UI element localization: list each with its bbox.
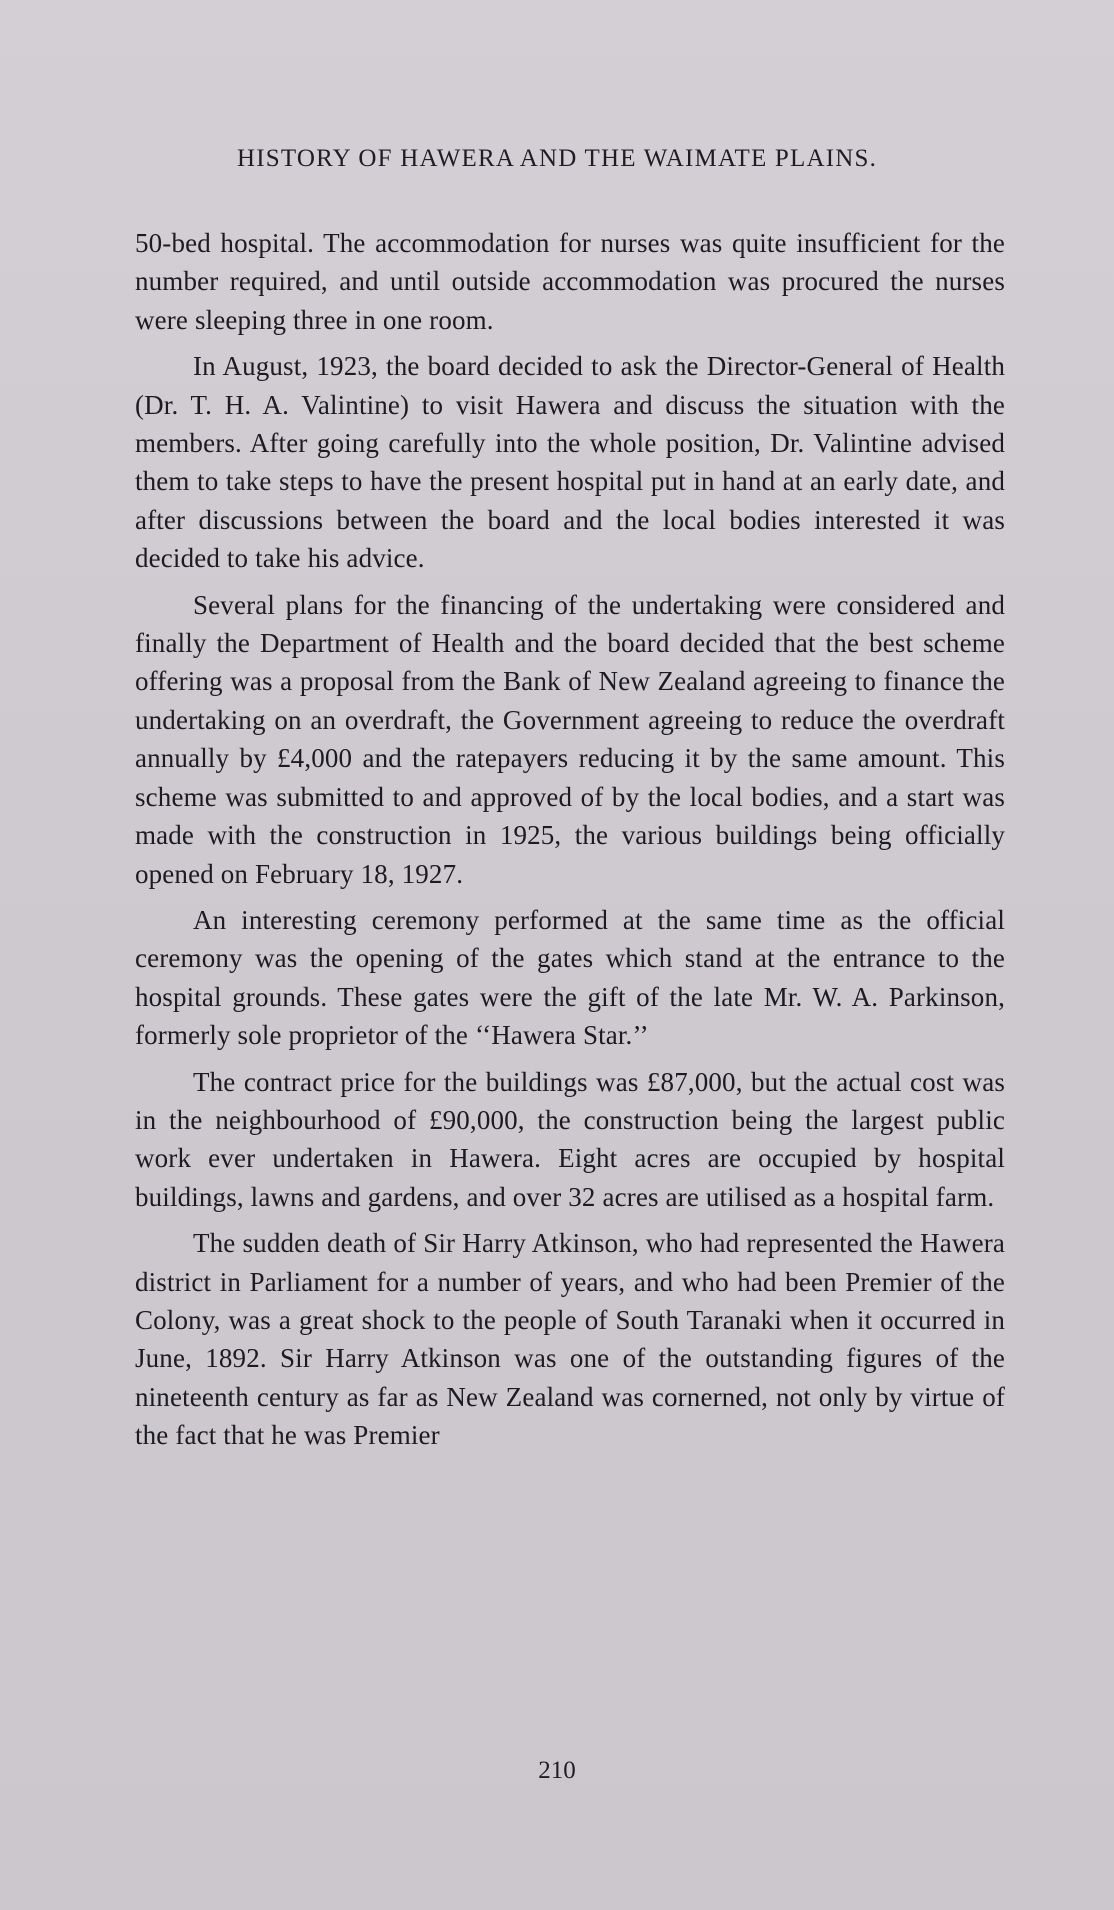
paragraph-gates-ceremony: An interesting ceremony performed at the same time as the official ceremony was the opening of the gates which stand at the entrance to the hospital grounds. These gates were the gift of the late Mr. W. A. Parkinson, formerly sole proprietor of the ‘‘Hawera Star.’’ bbox=[135, 904, 1005, 1051]
paragraph-director-general-visit: In August, 1923, the board decided to ask the Director-General of Health (Dr. T. H. A. Valintine) to visit Hawera and discuss the situation with the members. After going carefully into the whole position, Dr. Valintine advised them to take steps to have the present hospital put in hand at an early date, and after discussions between the board and the local bodies interested it was decided to take his advice. bbox=[135, 351, 1005, 574]
paragraph-atkinson-death: The sudden death of Sir Harry Atkinson, who had represented the Hawera district in Parliament for a number of years, and who had been Premier of the Colony, was a great shock to the people of South Taranaki when it occurred in June, 1892. Sir Harry Atkinson was one of the outstanding figures of the nineteenth century as far as New Zealand was cornerned, not only by virtue of the fact that he was Premier bbox=[135, 1228, 1005, 1451]
paragraph-financing-plans: Several plans for the financing of the undertaking were considered and finally the Department of Health and the board decided that the best scheme offering was a proposal from the Bank of New Zealand agreeing to finance the undertaking on an overdraft, the Government agreeing to reduce the overdraft annually by £4,000 and the ratepayers reducing it by the same amount. This scheme was submitted to and approved of by the local bodies, and a start was made with the construction in 1925, the various buildings being officially opened on February 18, 1927. bbox=[135, 589, 1005, 889]
paragraph-contract-price: The contract price for the buildings was £87,000, but the actual cost was in the neighbourhood of £90,000, the construction being the largest public work ever undertaken in Hawera. Eight acres are occupied by hospital buildings, lawns and gardens, and over 32 acres are utilised as a hospital farm. bbox=[135, 1066, 1005, 1212]
paragraph-continuation: 50-bed hospital. The accommodation for nurses was quite insufficient for the number required, and until outside accommodation was procured the nurses were sleeping three in one room. bbox=[135, 228, 1005, 335]
running-head: HISTORY OF HAWERA AND THE WAIMATE PLAINS. bbox=[236, 145, 878, 172]
page-number: 210 bbox=[538, 1757, 576, 1784]
body-text bbox=[135, 224, 1005, 1455]
